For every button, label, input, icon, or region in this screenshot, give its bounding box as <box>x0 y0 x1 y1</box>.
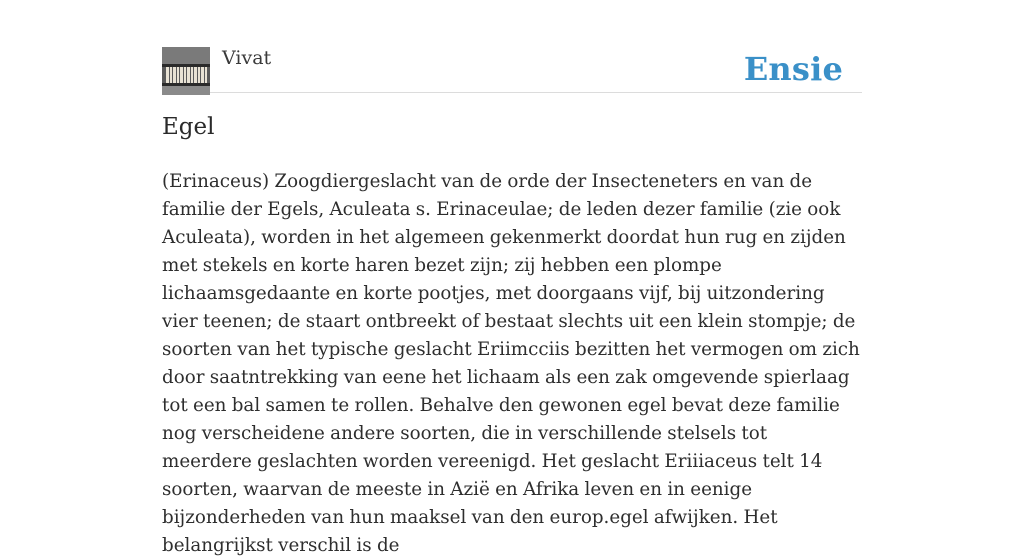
article-body: (Erinaceus) Zoogdiergeslacht van de orde der Insecteneters en van de familie der Egels, Aculeata s. Erinaceulae; de leden dezer familie (zie ook Aculeata), worden in het algemeen gekenmerkt doordat hun rug en zijden met stekels en korte haren bezet zijn; zij hebben een plompe lichaamsgedaante en korte pootjes, met doorgaans vijf, bij uitzondering vier teenen; de staart ontbreekt of bestaat slechts uit een klein stompje; de soorten van het typische geslacht Eriimcciis bezitten het vermogen om zich door saatntrekking van eene het lichaam als een zak omgevende spierlaag tot een bal samen te rollen. Behalve den gewonen egel bevat deze familie nog verscheidene andere soorten, die in verschillende stelsels tot meerdere geslachten worden vereenigd. Het geslacht Eriiiaceus telt 14 soorten, waarvan de meeste in Azië en Afrika leven en in eenige bijzonderheden van hun maaksel van den europ.egel afwijken. Het belangrijkst verschil is de <box>162 171 860 556</box>
source-name-link[interactable]: Vivat <box>222 47 272 69</box>
source-avatar-icon[interactable] <box>162 47 210 95</box>
article-title: Egel <box>162 114 215 140</box>
brand-logo[interactable]: Ensie <box>743 50 843 88</box>
header <box>162 44 862 93</box>
